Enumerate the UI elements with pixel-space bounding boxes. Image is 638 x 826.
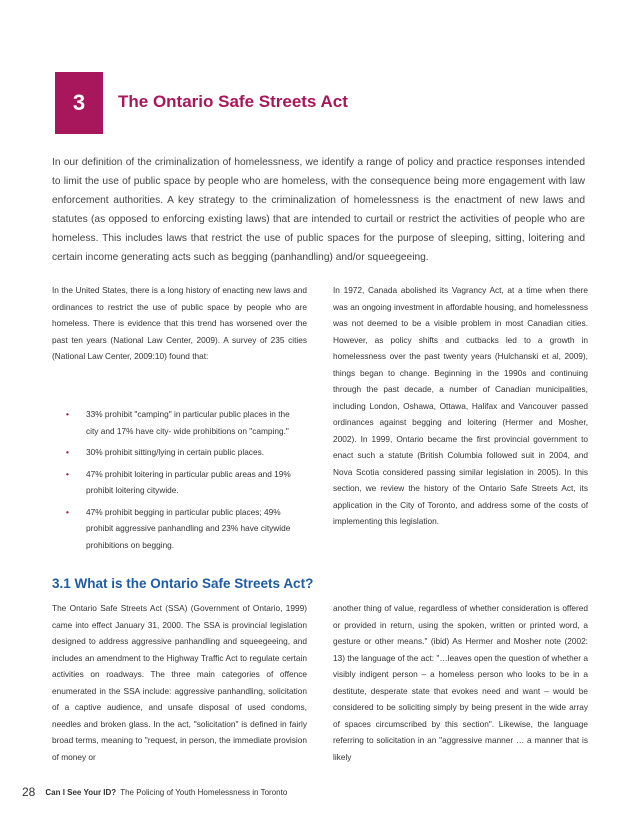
bullet-item bbox=[66, 444, 296, 461]
survey-bullet-list bbox=[66, 406, 296, 558]
report-subtitle: The Policing of Youth Homelessness in Toronto bbox=[120, 787, 288, 797]
section-right-paragraph: another thing of value, regardless of whether consideration is offered or provided in return, using the spoken, written or printed word, a gesture or other means." (ibid) As Hermer and Mosher note (2002: 13) the language of the act: "…leaves open the question of whether a visibly indigent person – a homeless person who looks to be in a destitute, desperate state that evokes need and want – would be considered to be soliciting simply by being present in the wide array of spaces circumscribed by this section". Likewise, the language referring to solicitation in an "aggressive manner … a manner that is likely bbox=[333, 603, 588, 762]
section-heading: 3.1 What is the Ontario Safe Streets Act? bbox=[52, 576, 314, 591]
chapter-title: The Ontario Safe Streets Act bbox=[118, 92, 348, 111]
bullet-text: 30% prohibit sitting/lying in certain public places. bbox=[86, 447, 265, 457]
chapter-number: 3 bbox=[72, 90, 86, 115]
right-paragraph: In 1972, Canada abolished its Vagrancy Act, at a time when there was an ongoing investment in affordable housing, and homelessness was not deemed to be a visible problem in most Canadian cities. However, as policy shifts and cutbacks led to a growth in homelessness over the past twenty years (Hulchanski et al, 2009), things began to change. Beginning in the 1990s and continuing through the past decade, a number of Canadian municipalities, including London, Oshawa, Ottawa, Halifax and Vancouver passed ordinances against begging and loitering (Hermer and Mosher, 2002). In 1999, Ontario became the first provincial government to enact such a statute (British Columbia followed suit in 2004, and Nova Scotia considered passing similar legislation in 2005). In this section, we review the history of the Ontario Safe Streets Act, its application in the City of Toronto, and address some of the costs of implementing this legislation. bbox=[333, 285, 588, 526]
section-left-paragraph: The Ontario Safe Streets Act (SSA) (Government of Ontario, 1999) came into effect January 31, 2000. The SSA is provincial legislation designed to address aggressive panhandling and squeegeeing, and includes an amendment to the Highway Traffic Act to regulate certain activities on roadways. The three main categories of offence enumerated in the SSA include: aggressive panhandling, solicitation of a captive audience, and unsafe disposal of used condoms, needles and broken glass. In the act, "solicitation" is defined in fairly broad terms, meaning to "request, in person, the immediate provision of money or bbox=[52, 603, 307, 762]
section-right-column bbox=[333, 600, 588, 765]
bullet-item bbox=[66, 504, 296, 554]
bullet-icon: • bbox=[66, 409, 69, 419]
bullet-text: 47% prohibit begging in particular public places; 49% prohibit aggressive panhandling and 23% have citywide prohibitions on begging. bbox=[86, 506, 291, 550]
intro-paragraph: In our definition of the criminalization of homelessness, we identify a range of policy and practice responses intended to limit the use of public space by people who are homeless, with the consequence being more engagement with law enforcement authorities. A key strategy to the criminalization of homelessness is the enactment of new laws and statutes (as opposed to enforcing existing laws) that are intended to curtail or restrict the activities of people who are homeless. This includes laws that restrict the use of public spaces for the purpose of sleeping, sitting, loitering and certain income generating acts such as begging (panhandling) and/or squeegeeing. bbox=[52, 157, 585, 263]
section-left-column bbox=[52, 600, 307, 765]
left-column bbox=[52, 282, 307, 365]
chapter-number-box bbox=[55, 72, 103, 134]
bullet-icon: • bbox=[66, 506, 69, 517]
page-footer bbox=[22, 785, 287, 799]
bullet-icon: • bbox=[66, 468, 69, 479]
right-column bbox=[333, 282, 588, 530]
bullet-icon: • bbox=[66, 447, 69, 457]
bullet-text: 33% prohibit "camping" in particular public places in the city and 17% have city- wide prohibitions on "camping." bbox=[86, 409, 290, 436]
page-number: 28 bbox=[22, 785, 36, 799]
bullet-text: 47% prohibit loitering in particular public areas and 19% prohibit loitering citywide. bbox=[86, 468, 291, 495]
bullet-item bbox=[66, 466, 296, 499]
left-paragraph: In the United States, there is a long history of enacting new laws and ordinances to restrict the use of public space by people who are homeless. There is evidence that this trend has worsened over the past ten years (National Law Center, 2009). A survey of 235 cities (National Law Center, 2009:10) found that: bbox=[52, 285, 307, 361]
bullet-item bbox=[66, 406, 296, 439]
report-title: Can I See Your ID? bbox=[45, 787, 117, 797]
